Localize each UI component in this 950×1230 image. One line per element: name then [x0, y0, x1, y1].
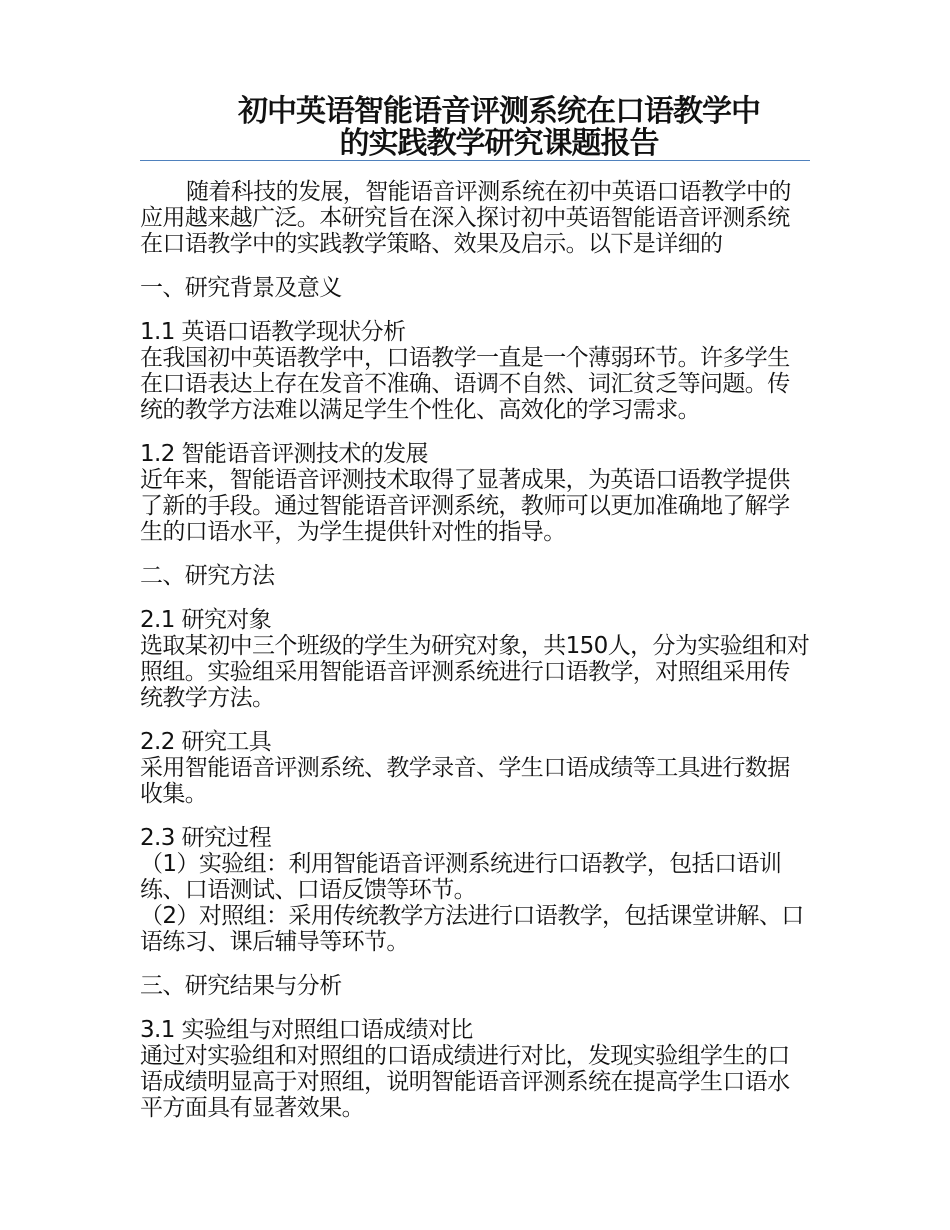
subsection-body: 通过对实验组和对照组的口语成绩进行对比，发现实验组学生的口语成绩明显高于对照组，说明智能语音评测系统在提高学生口语水平方面具有显著效果。 [140, 1043, 790, 1121]
subsection-heading: 2.1 研究对象 [140, 607, 272, 633]
subsection-2-3 [140, 825, 810, 955]
subsection-body: 近年来，智能语音评测技术取得了显著成果，为英语口语教学提供了新的手段。通过智能语音评测系统，教师可以更加准确地了解学生的口语水平，为学生提供针对性的指导。 [140, 467, 790, 545]
document-page [140, 96, 810, 1139]
subsection-heading: 2.2 研究工具 [140, 729, 272, 755]
intro-paragraph: 随着科技的发展，智能语音评测系统在初中英语口语教学中的应用越来越广泛。本研究旨在深入探讨初中英语智能语音评测系统在口语教学中的实践教学策略、效果及启示。以下是详细的 [140, 179, 791, 257]
subsection-heading: 1.1 英语口语教学现状分析 [140, 319, 406, 345]
subsection-3-1 [140, 1017, 810, 1121]
section-heading-background: 一、研究背景及意义 [140, 275, 342, 301]
subsection-heading: 3.1 实验组与对照组口语成绩对比 [140, 1017, 473, 1043]
subsection-heading: 1.2 智能语音评测技术的发展 [140, 441, 428, 467]
subsection-body: 选取某初中三个班级的学生为研究对象，共150人，分为实验组和对照组。实验组采用智能语音评测系统进行口语教学，对照组采用传统教学方法。 [140, 633, 810, 711]
document-title [140, 96, 810, 160]
subsection-2-1 [140, 607, 810, 711]
subsection-body: 在我国初中英语教学中，口语教学一直是一个薄弱环节。许多学生在口语表达上存在发音不准确、语调不自然、词汇贫乏等问题。传统的教学方法难以满足学生个性化、高效化的学习需求。 [140, 345, 790, 423]
subsection-1-1 [140, 319, 810, 423]
document-title-line-1: 初中英语智能语音评测系统在口语教学中 [238, 94, 760, 129]
subsection-heading: 2.3 研究过程 [140, 825, 272, 851]
document-title-line-2: 的实践教学研究课题报告 [339, 126, 659, 161]
section-heading-results: 三、研究结果与分析 [140, 973, 342, 999]
section-heading-methods: 二、研究方法 [140, 563, 275, 589]
subsection-body-control: （2）对照组：采用传统教学方法进行口语教学，包括课堂讲解、口语练习、课后辅导等环节。 [140, 903, 804, 955]
subsection-body-experimental: （1）实验组：利用智能语音评测系统进行口语教学，包括口语训练、口语测试、口语反馈等环节。 [140, 851, 782, 903]
subsection-2-2 [140, 729, 810, 807]
subsection-1-2 [140, 441, 810, 545]
subsection-body: 采用智能语音评测系统、教学录音、学生口语成绩等工具进行数据收集。 [140, 755, 790, 807]
